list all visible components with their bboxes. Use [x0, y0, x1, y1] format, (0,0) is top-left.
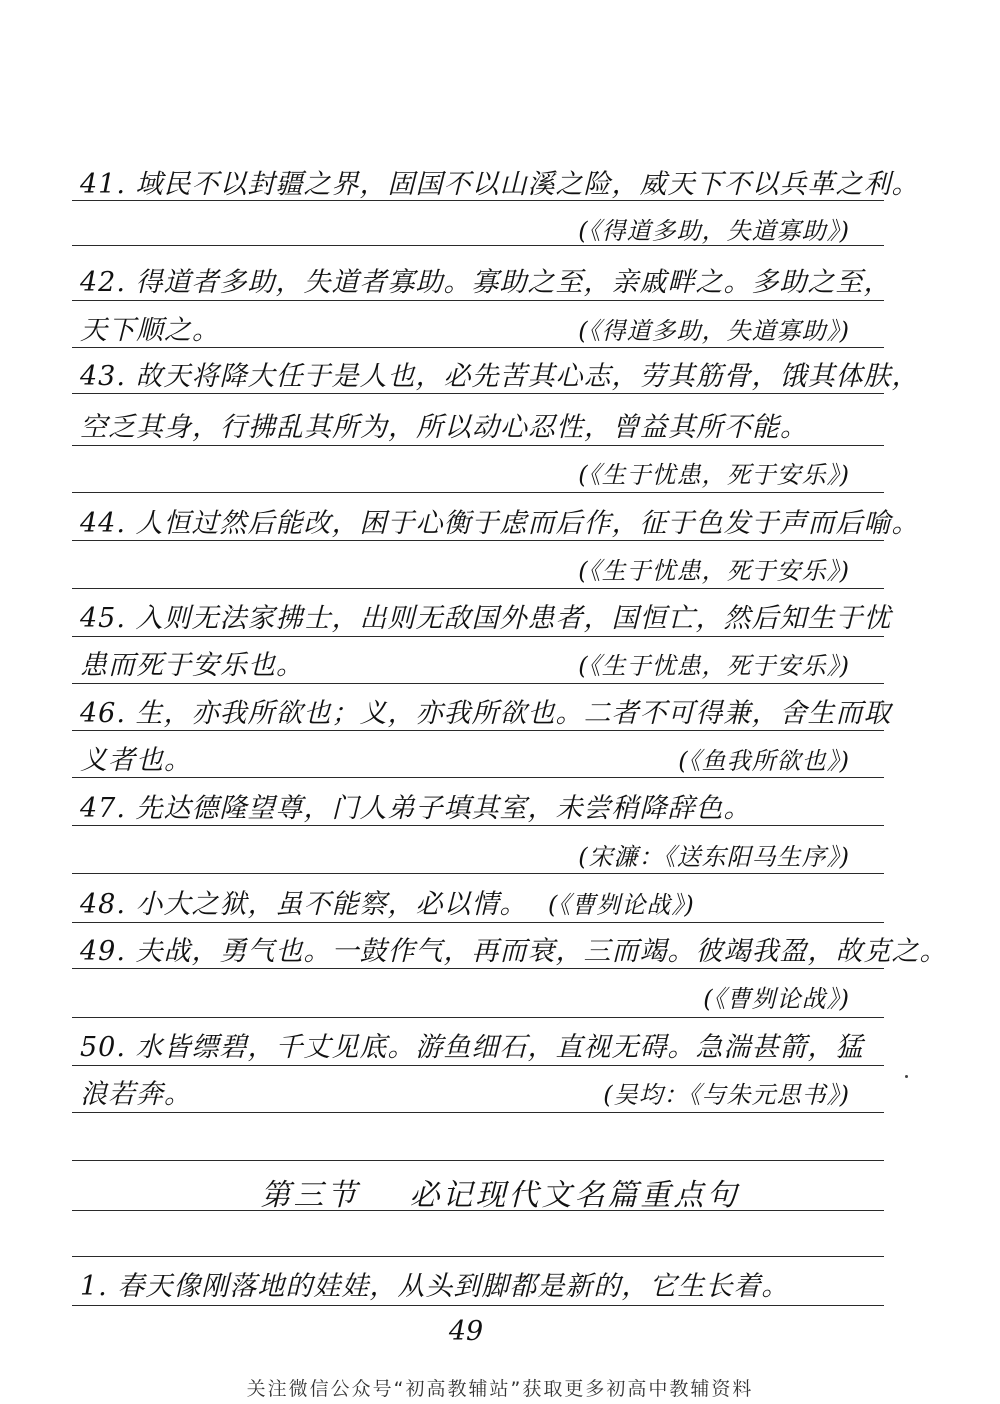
text-line-41: 41. 域民不以封疆之界，固国不以山溪之险，威天下不以兵革之利。 — [80, 169, 920, 200]
text-line-44: 44. 人恒过然后能改，困于心衡于虑而后作，征于色发于声而后喻。 — [80, 508, 920, 539]
text-line-45: 45. 入则无法家拂士，出则无敌国外患者，国恒亡，然后知生于忧 — [80, 603, 892, 634]
text-line-47: 47. 先达德隆望尊，门人弟子填其室，未尝稍降辞色。 — [80, 793, 752, 824]
text-line-46: 46. 生，亦我所欲也；义，亦我所欲也。二者不可得兼，舍生而取 — [80, 698, 892, 729]
text-line-43: 43. 故天将降大任于是人也，必先苦其心志，劳其筋骨，饿其体肤， — [80, 361, 920, 392]
source-line-42: (《得道多助，失道寡助》) — [578, 317, 850, 345]
text-line-50: 50. 水皆缥碧，千丈见底。游鱼细石，直视无碍。急湍甚箭，猛 — [80, 1032, 864, 1063]
page-number: 49 — [448, 1316, 484, 1347]
ruled-line — [72, 300, 884, 301]
source-line-41: (《得道多助，失道寡助》) — [578, 217, 850, 245]
source-line-44: (《生于忧患，死于安乐》) — [578, 557, 850, 585]
ruled-line — [72, 636, 884, 637]
ruled-line — [72, 1256, 884, 1257]
text-line-46-cont: 义者也。 — [80, 745, 192, 776]
ruled-line — [72, 1305, 884, 1306]
source-line-45: (《生于忧患，死于安乐》) — [578, 652, 850, 680]
ruled-line — [72, 492, 884, 493]
footer-notice: 关注微信公众号“初高教辅站”获取更多初高中教辅资料 — [246, 1378, 754, 1400]
text-line-42: 42. 得道者多助，失道者寡助。寡助之至，亲戚畔之。多助之至， — [80, 267, 892, 298]
speck — [905, 1075, 908, 1078]
section-heading: 必记现代文名篇重点句 — [409, 1178, 740, 1213]
ruled-line — [72, 1065, 884, 1066]
source-line-43: (《生于忧患，死于安乐》) — [578, 461, 850, 489]
source-line-46: (《鱼我所欲也》) — [678, 747, 850, 775]
ruled-line — [72, 1017, 884, 1018]
source-line-47: (宋濂：《送东阳马生序》) — [578, 843, 850, 871]
section-number: 第三节 — [260, 1178, 360, 1213]
text-line-42-cont: 天下顺之。 — [80, 315, 220, 346]
source-line-48: (《曹刿论战》) — [548, 891, 695, 919]
text-line-45-cont: 患而死于安乐也。 — [80, 650, 304, 681]
ruled-line — [72, 1112, 884, 1113]
section-title — [0, 1170, 1000, 1214]
ruled-line — [72, 683, 884, 684]
ruled-line — [72, 588, 884, 589]
source-line-49: (《曹刿论战》) — [703, 985, 850, 1013]
ruled-line — [72, 445, 884, 446]
text-line-50-cont: 浪若奔。 — [80, 1079, 192, 1110]
text-line-43-cont: 空乏其身，行拂乱其所为，所以动心忍性，曾益其所不能。 — [80, 412, 808, 443]
text-line-49: 49. 夫战，勇气也。一鼓作气，再而衰，三而竭。彼竭我盈，故克之。 — [80, 936, 948, 967]
text-line-48: 48. 小大之狱，虽不能察，必以情。 — [80, 889, 528, 920]
ruled-line — [72, 1160, 884, 1161]
text-line-modern-1: 1. 春天像刚落地的娃娃，从头到脚都是新的，它生长着。 — [80, 1271, 790, 1302]
ruled-line — [72, 922, 884, 923]
source-line-50: (吴均：《与朱元思书》) — [603, 1081, 850, 1109]
